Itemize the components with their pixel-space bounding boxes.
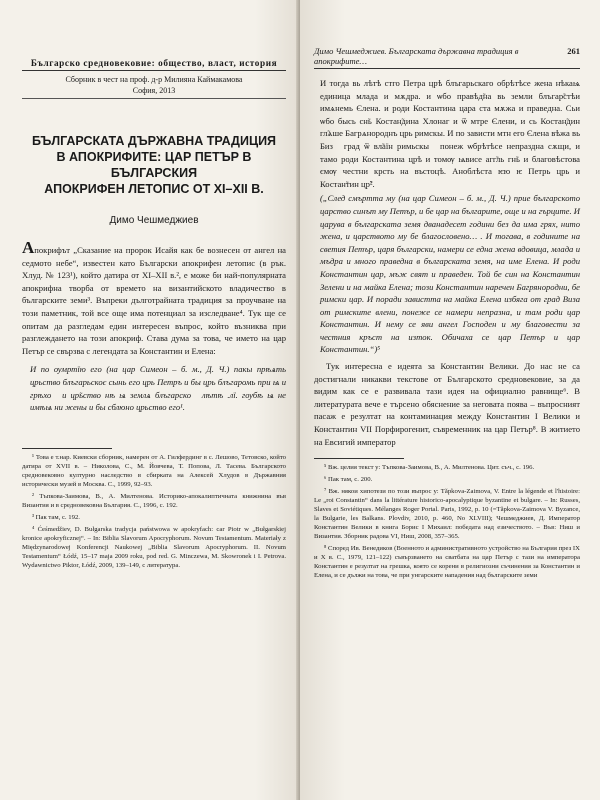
running-head (314, 46, 580, 69)
series-title: Българско средновековие: общество, власт, история (30, 58, 278, 68)
footnote-1: ¹ Това е т.нар. Киевски сборник, намерен от А. Гилфердинг в с. Лешово, Тетовско, който датира от XVII в. – Николова, С., М. Йовчева, Т. Попова, Л. Тасева. Българското средновековно културно наследство в сбирката на Алексей Хлудов в Държавния исторически музей в Москва. С., 1999, 92–93. (22, 453, 286, 488)
place-line: София, 2013 (132, 86, 176, 95)
oldslavic-passage: И тогда вь лѣтѣ стго Петра црѣ блъгарьскаго обрѣтѣсе жена нѣкаѩ единица млада и мѫдра. и ѡбо правѣд̃на вь земли блъгар̃стѣи имѧнемь Єлена. и роди Костантина цара ста мѫжа и праведна. Сьи ѡбо бысь сн̃ь Костан̃дина Хлонаг и ѿ мтре Єлени, и сь Костан̃дин гл̃ѧше Багрѧнороднъ црь римскы. И по зависти мтн его Єлена вѣжа вь Бизⷮ град ѿ вл̃аїн римьскыⷯ понеж ѡбрѣтѣсе непраздна сѫщи, и тамо роди Костантина црѣ и томѹ ѩвисе агг̃ль гн̃ь и благовѣстова ємѹ честни крсть на въстоцѣ. Аноблѣста ѥю ѥ Петрь црь и Костан̃тин цр̃². (320, 78, 580, 189)
footnote-8: ⁸ Според Ив. Венедиков (Военното и административното устройство на България през IX и X в. С., 1979, 121–122) съвързването на сватбата на цар Петър с тази на императора Константин е резултат на грешка, която се корени в религиозни съчинения за Константин и Елена, и се дължи на това, че при унгарските нападения над българските земи (314, 545, 580, 580)
drop-cap: А (22, 238, 35, 257)
title-line-1: БЪЛГАРСКАТА ДЪРЖАВНА ТРАДИЦИЯ (31, 134, 277, 148)
author-name: Димо Чешмеджиев (109, 215, 199, 226)
footnote-rule (22, 448, 112, 449)
header-rule (22, 70, 286, 71)
page-number: 261 (567, 46, 580, 56)
footnote-5: ⁵ Вж. целия текст у: Тъпкова-Заимова, В., А. Милтенова. Цит. съч., с. 196. (324, 464, 535, 472)
running-head-title: Димо Чешмеджиев. Българската държавна традиция в апокрифите… (314, 46, 519, 66)
oldslavic-quote: И по ѹмртїю его (на цар Симеон – б. м., Д. Ч.) пакы прѣѧть црьство блъгарьскоє сынь его црь Петръ и бы црь блъгаромь при ѩ и грѣхоⷨ и цр̃ьство нѣ ѩ землѧ блъгарскоⷨ лѣтѣ .лї. гѹбѣ ѩ не имѣѩ ни жены и бы сблюно црьство его¹. (30, 364, 286, 413)
footnote-rule-right (314, 458, 404, 459)
title-line-3: АПОКРИФЕН ЛЕТОПИС ОТ XI–XII В. (44, 182, 264, 196)
footnote-3: ³ Пак там, с. 192. (32, 513, 80, 521)
body-paragraph: Тук интересна е идеята за Константин Велики. До нас не са достигнали никакви текстове от Българското средновековие, за да видим как се е развивала тази идея на официално равнище⁶. В литературата вече е търсено обяснение за неговата поява – въпросният пасаж е резултат на контаминация между Константин I Велики и Константин VII Порфирогенит, съвременник на цар Петър⁸. В житието на Евсигий император (314, 361, 580, 447)
footnote-6: ⁶ Пак там, с. 200. (324, 476, 373, 484)
header-rule-bottom (22, 98, 286, 99)
translation-passage: („След смъртта му (на цар Симеон – б. м., Д. Ч.) прие българското царство синът му Петър, и бе цар на българите, още и на гърците. И царува в българската земя дванадесет години без да има грях, нито жена, и царството му бе благословено… . И тогава, в годините на светия Петър, царя български, намери се една жена вдовица, млада и мъдра и много праведна в българската земя, на име Елена. И роди Константин цар, мъж свят и праведен. Той бе син на Константин Зелени и на майка Елена; този Константин наречен Багрянородни, бе римски цар. И поради завистта на майка Елена избяга от град Виза от римските влени, понеже се намери непразна, и там роди цар Константин. И нему се яви ангел Господен и му благовести за честния кръст на изток. Обичаха се цар Петър и цар Константин.“)⁵ (320, 193, 580, 355)
collection-line: Сборник в чест на проф. д-р Милияна Каймакамова (65, 75, 243, 84)
title-line-2: В АПОКРИФИТЕ: ЦАР ПЕТЪР В БЪЛГАРСКИЯ (56, 150, 252, 180)
intro-paragraph (22, 238, 286, 357)
right-page (300, 0, 600, 800)
footnote-4: ⁴ Ćeśmedžiev, D. Bułgarska tradycja państwowa w apokryfach: car Piotr w „Bułgarskiej kronice apokryficznej“. – In: Biblia Slavorum Apocryphorum. Novum Testamentum. Materiały z Międzynarodowej Konferencji Naukowej „Biblia Slavorum Apocryphorum. II. Novum Testamentum“ Łódź, 15–17 maja 2009 roku, pod red. G. Minczewa, M. Skowronek i I. Petrova. Wydawnictwo Piktor, Łódź, 2009, 139–149, с литература. (22, 525, 286, 569)
article-title (22, 133, 286, 197)
footnote-2: ² Тъпкова-Заимова, В., А. Милтенова. Историко-апокалиптичната книжнина във Византия и в средновековна България. С., 1996, с. 192. (22, 492, 286, 509)
intro-paragraph-text: покрифът „Сказание на пророк Исайя как бе вознесен от ангел на седмото небе“, известен като Български апокрифен летопис (в рък. Хлуд. № 123¹), който датира от XI–XII в.², е може би най-популярната апокрифна творба от времето на византийското владичество в българските земи³. Въпреки дълготрайната традиция за проучване на този паметник, той все още има потенциал за изследване⁴. Тук ще се опитам да разгледам един интересен въпрос, който възниква при разглеждането на този апокриф. Става дума за това, че името на цар Петър се свързва с легендата за Константин и Елена: (22, 245, 286, 356)
footnote-7: ⁷ Вж. някои хипотези по този въпрос у: Tăpkova-Zaimova, V. Entre la légende et l'histoire: Le „roi Constantin“ dans la littérature historico-apocalyptique byzantine et bulgare. – In: Russes, Slaves et Soviétiques. Mélanges Roger Portal. Paris, 1992, p. 10 (=Tăpkova-Zaimova V. Byzance, la Bulgarie, les Balkans. Plovdiv, 2010, р. 460, No XLVIII); Чешмеджиев, Д. Император Константин Велики в книга Борис I Михаил: победата над езичеството. – Във: Ниш и Византия. Зборник радова VI, Ниш, 2008, 357–365. (314, 488, 580, 541)
